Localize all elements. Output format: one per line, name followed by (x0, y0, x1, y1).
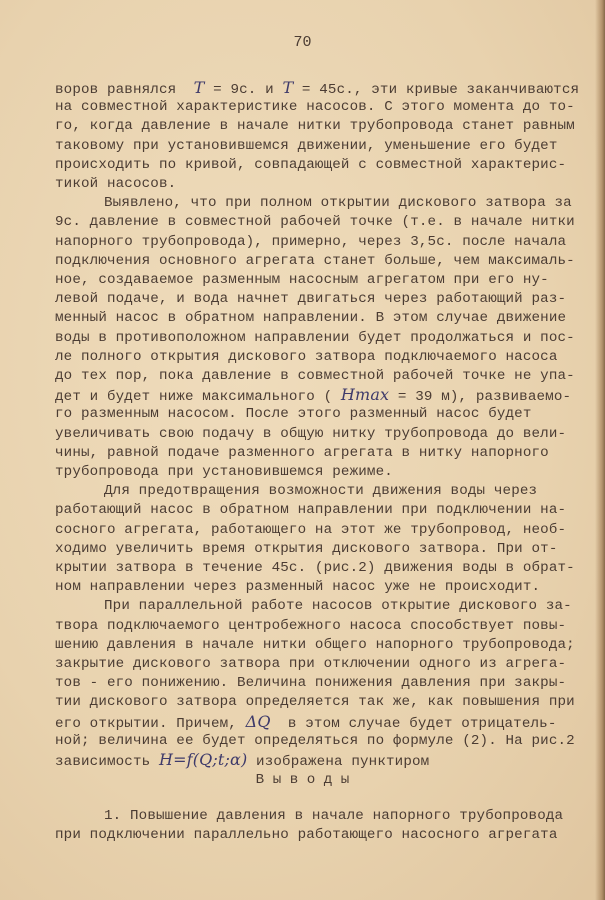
text-line (55, 137, 558, 155)
handwritten-formula: T (282, 78, 294, 97)
typed-text: в этом случае будет отрицатель- (270, 715, 557, 732)
typed-text: = 45с., эти кривые заканчиваются (293, 82, 580, 98)
typed-text: его открытии. Причем, (55, 715, 246, 732)
text-line (55, 348, 558, 366)
text-line (55, 233, 566, 251)
text-line (55, 463, 393, 481)
text-line (55, 826, 558, 844)
typed-text: зависимость (55, 754, 159, 770)
typed-text: подключения основного агрегата станет больше, чем максималь- (55, 252, 575, 269)
text-line (55, 405, 532, 423)
text-line (55, 751, 429, 771)
text-line (55, 329, 575, 347)
typed-text: 9с. давление в совместной рабочей точке (т.е. в начале нитки (55, 214, 575, 231)
page-edge-shadow (595, 0, 605, 900)
text-line (55, 617, 566, 635)
typed-text: воды в противоположном направлении будет продолжаться и пос- (55, 329, 575, 346)
typed-text: воров равнялся (55, 82, 194, 98)
text-line (55, 252, 575, 270)
text-line (55, 117, 575, 135)
typed-text: происходить по кривой, совпадающей с совместной характерис- (55, 156, 567, 173)
text-line (55, 559, 575, 577)
text-line (55, 540, 558, 558)
typed-text: твора подключаемого центробежного насоса способствует повы- (55, 617, 567, 634)
typed-text: Для предотвращения возможности движения воды через (104, 483, 538, 500)
text-line (55, 444, 549, 462)
typed-text: сосного агрегата, работающего на этот же трубопровод, необ- (55, 521, 567, 538)
text-line (55, 213, 575, 231)
text-line (55, 693, 575, 711)
typed-text: на совместной характеристике насосов. С этого момента до то- (55, 99, 575, 116)
text-line (55, 674, 566, 692)
typed-text: трубопровода при установившемся режиме. (55, 464, 393, 480)
text-line (55, 713, 557, 733)
typed-text: тии дискового затвора определяется так же, как повышения при (55, 694, 575, 711)
typed-text: таковому при установившемся движении, уменьшение его будет (55, 137, 558, 154)
typed-text: = 9с. и (204, 82, 283, 98)
text-line (55, 290, 566, 308)
text-line (55, 98, 575, 116)
typed-text: Выявлено, что при полном открытии дискового затвора за (104, 195, 572, 212)
typed-text: изображена пунктиром (247, 754, 430, 770)
text-line (55, 367, 575, 385)
typed-text: при подключении параллельно работающего насосного агрегата (55, 827, 558, 843)
typed-text: чины, равной подаче разменного агрегата в нитку напорного (55, 444, 549, 461)
text-line (104, 194, 572, 212)
text-line (104, 482, 537, 500)
typed-text: шению давления в начале нитки общего напорного трубопровода; (55, 636, 575, 653)
text-line (104, 597, 572, 615)
typed-text: крытии затвора в течение 45с. (рис.2) движения воды в обрат- (55, 560, 575, 576)
text-line (55, 636, 575, 654)
typed-text: ле полного открытия дискового затвора подключаемого насоса (55, 348, 558, 365)
page-number: 70 (293, 34, 312, 51)
text-line (55, 521, 566, 539)
typed-text: работающий насос в обратном направлении при подключении на- (55, 502, 567, 519)
typed-text: 1. Повышение давления в начале напорного трубопровода (104, 808, 564, 824)
text-line (104, 807, 563, 825)
text-line (55, 309, 566, 327)
typed-text: левой подаче, и вода начнет двигаться через работающий раз- (55, 291, 567, 308)
typed-text: При параллельной работе насосов открытие дискового за- (104, 598, 572, 615)
handwritten-formula: T (193, 78, 205, 97)
typed-text: го, когда давление в начале нитки трубопровода станет равным (55, 118, 575, 135)
typed-text: напорного трубопровода), примерно, через 3,5с. после начала (55, 233, 567, 250)
typed-text: увеличивать свою подачу в общую нитку трубопровода до вели- (55, 425, 567, 442)
text-line (55, 175, 176, 193)
text-line (55, 501, 566, 519)
conclusions-heading: В ы в о д ы (255, 772, 350, 788)
typed-text: го разменным насосом. После этого разменный насос будет (55, 406, 532, 423)
text-line (55, 156, 566, 174)
handwritten-formula: ΔQ (245, 711, 271, 731)
typed-text: ное, создаваемое разменным насосным агрегатом при его ну- (55, 272, 549, 288)
text-line (55, 271, 549, 289)
handwritten-formula: Hmax (340, 385, 390, 405)
text-line (55, 425, 566, 443)
text-line (55, 578, 540, 596)
typed-text: закрытие дискового затвора при отключении одного из агрега- (55, 656, 567, 672)
text-line (55, 386, 571, 406)
typed-text: дет и будет ниже максимального ( (55, 389, 341, 406)
typed-text: = 39 м), развиваемо- (389, 389, 572, 406)
typed-text: тикой насосов. (55, 176, 177, 192)
text-line (55, 655, 566, 673)
typed-text: ном направлении через разменный насос уже не происходит. (55, 579, 541, 596)
typed-text: ходимо увеличить время открытия дискового затвора. При от- (55, 540, 558, 557)
handwritten-formula: H=f(Q;t;α) (158, 750, 248, 769)
typed-text: до тех пор, пока давление в совместной рабочей точке не упа- (55, 368, 575, 384)
typed-text: ной; величина ее будет определяться по формуле (2). На рис.2 (55, 732, 575, 749)
typed-text: тов - его понижению. Величина понижения давления при закры- (55, 675, 567, 692)
text-line (55, 732, 575, 750)
text-line (55, 79, 579, 99)
typed-text: менный насос в обратном направлении. В этом случае движение (55, 310, 567, 327)
